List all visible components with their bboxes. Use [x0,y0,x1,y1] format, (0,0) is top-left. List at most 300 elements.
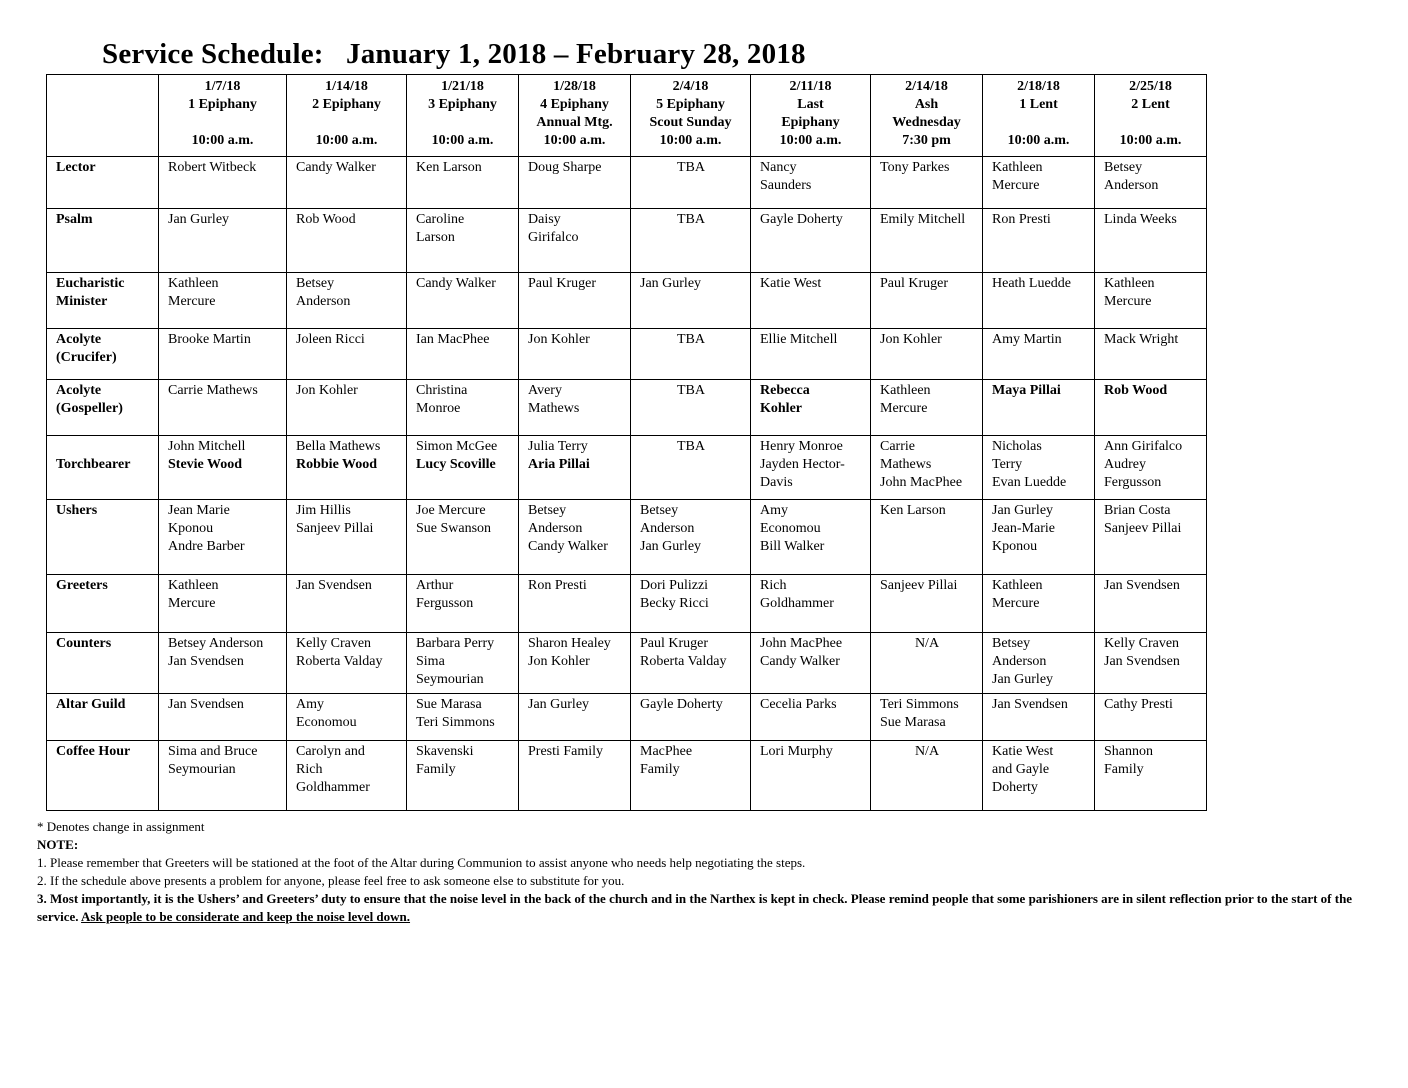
role-label [47,157,159,209]
assignment-cell [871,209,983,273]
column-time: 10:00 a.m. [543,133,606,148]
assignment-cell [519,157,631,209]
assignment-cell [1095,380,1207,436]
assignee-name: Larson [416,230,455,245]
notes-section [37,818,1377,926]
assignee-name: Mercure [1104,294,1152,309]
assignment-cell [287,380,407,436]
schedule-row [47,633,1207,694]
assignment-cell [159,694,287,741]
assignee-name: TBA [677,383,705,398]
column-date: 1/14/18 [325,79,368,94]
column-name: 4 Epiphany [540,97,609,112]
assignee-name: Family [416,762,456,777]
assignee-name: Amy Martin [992,332,1062,347]
assignee-name: Anderson [296,294,351,309]
column-name: Last [797,97,824,112]
assignee-name: Davis [760,475,793,490]
column-sub: Scout Sunday [649,115,732,130]
assignee-name: John MacPhee [760,636,843,651]
assignment-cell [287,329,407,380]
assignee-name: Anderson [640,521,695,536]
assignment-cell [159,157,287,209]
assignee-name: Jan Svendsen [1104,578,1180,593]
column-sub: Wednesday [892,115,961,130]
assignee-name: Mathews [528,401,580,416]
assignee-name: Carolyn and [296,744,365,759]
role-line: Lector [56,160,96,175]
assignee-name: Avery [528,383,562,398]
assignee-name: Ron Presti [992,212,1051,227]
assignee-name: Jan Svendsen [992,697,1068,712]
assignee-name: and Gayle [992,762,1050,777]
assignment-cell [407,741,519,811]
assignment-cell [407,694,519,741]
assignment-cell [287,633,407,694]
column-header [1095,75,1207,157]
assignee-name: Jayden Hector- [760,457,845,472]
assignment-cell [287,436,407,500]
column-sub [291,114,402,132]
assignment-cell [407,273,519,329]
assignee-name: Cecelia Parks [760,697,837,712]
assignment-cell [871,273,983,329]
assignee-name: Roberta Valday [296,654,383,669]
assignment-cell [983,329,1095,380]
change-legend: * Denotes change in assignment [37,819,205,834]
assignment-cell [287,575,407,633]
column-date: 1/7/18 [204,79,241,94]
assignee-name: Heath Luedde [992,276,1071,291]
assignee-name: Sue Marasa [416,697,482,712]
assignee-name: Sanjeev Pillai [880,578,958,593]
assignee-name: TBA [677,160,705,175]
note-3-text: 3. Most importantly, it is the Ushers’ and Greeters’ duty to ensure that the noise level in the back of the church and in the Narthex is kept in check. Please remind people that some parishioners are in silent reflection prior to the start of the service. [37,891,1353,924]
assignment-cell [159,380,287,436]
assignment-cell [159,436,287,500]
assignment-cell [983,157,1095,209]
assignment-cell [631,157,751,209]
assignment-cell [1095,694,1207,741]
assignment-cell [871,575,983,633]
assignment-cell [983,500,1095,575]
assignment-cell [751,380,871,436]
assignee-name: Bella Mathews [296,439,381,454]
assignee-name: Betsey Anderson [168,636,264,651]
assignee-name: Mack Wright [1104,332,1179,347]
schedule-row [47,575,1207,633]
assignee-name: TBA [677,439,705,454]
assignee-name: Kathleen [1104,276,1155,291]
assignee-name: Jan Gurley [528,697,590,712]
assignee-name: Becky Ricci [640,596,709,611]
assignee-name: N/A [914,636,940,651]
note-2: 2. If the schedule above presents a problem for anyone, please feel free to ask someone else to substitute for you. [37,873,625,888]
assignee-name: Ken Larson [880,503,946,518]
column-time: 10:00 a.m. [315,133,378,148]
assignee-name: Jan Gurley [640,276,702,291]
column-name: 2 Epiphany [312,97,381,112]
column-header [871,75,983,157]
assignee-name: Jan Svendsen [168,697,244,712]
assignment-cell [631,436,751,500]
assignment-cell [983,741,1095,811]
assignee-name: Fergusson [1104,475,1162,490]
role-label [47,500,159,575]
assignment-cell [159,575,287,633]
assignment-cell [519,500,631,575]
assignment-cell [751,273,871,329]
assignee-name: Gayle Doherty [760,212,843,227]
assignment-cell [631,694,751,741]
note-3-underlined: Ask people to be considerate and keep the noise level down. [81,909,411,924]
assignee-name: Emily Mitchell [880,212,966,227]
assignee-name: Aria Pillai [528,457,590,472]
role-label [47,633,159,694]
assignee-name: Kathleen [880,383,931,398]
role-line [56,438,150,456]
assignment-cell [407,633,519,694]
assignee-name: Maya Pillai [992,383,1061,398]
assignment-cell [519,694,631,741]
schedule-row [47,380,1207,436]
assignee-name: Jon Kohler [880,332,942,347]
assignee-name: Caroline [416,212,465,227]
assignee-name: Jan Svendsen [1104,654,1180,669]
assignee-name: Jan Gurley [992,672,1054,687]
assignee-name: Andre Barber [168,539,245,554]
assignee-name: Monroe [416,401,461,416]
assignee-name: Rich [296,762,323,777]
assignee-name: Sue Marasa [880,715,946,730]
assignee-name: Jan Gurley [640,539,702,554]
role-label [47,273,159,329]
column-time: 10:00 a.m. [431,133,494,148]
assignee-name: Nicholas [992,439,1042,454]
assignee-name: Robert Witbeck [168,160,257,175]
assignee-name: Presti Family [528,744,604,759]
assignment-cell [631,633,751,694]
assignee-name: Betsey [992,636,1031,651]
assignee-name: Sue Swanson [416,521,492,536]
assignee-name: Rich [760,578,787,593]
assignment-cell [631,329,751,380]
role-line: Torchbearer [56,457,131,472]
assignee-name: Mercure [992,178,1040,193]
assignee-name: Jon Kohler [528,654,590,669]
assignee-name: Julia Terry [528,439,588,454]
assignee-name: Jan Svendsen [168,654,244,669]
schedule-row [47,209,1207,273]
assignment-cell [871,329,983,380]
assignment-cell [631,273,751,329]
column-date: 2/14/18 [905,79,948,94]
assignment-cell [1095,157,1207,209]
assignment-cell [287,500,407,575]
role-label [47,575,159,633]
assignee-name: Family [640,762,680,777]
assignee-name: Simon McGee [416,439,498,454]
assignee-name: Kathleen [992,160,1043,175]
column-header [287,75,407,157]
assignment-cell [159,329,287,380]
assignment-cell [1095,436,1207,500]
role-line: Acolyte [56,383,102,398]
assignment-cell [751,436,871,500]
role-label [47,209,159,273]
column-sub [411,114,514,132]
assignee-name: Sharon Healey [528,636,611,651]
assignee-name: Candy Walker [528,539,608,554]
assignee-name: Carrie Mathews [168,383,258,398]
assignee-name: Mercure [168,294,216,309]
assignee-name: Paul Kruger [640,636,709,651]
schedule-row [47,329,1207,380]
role-line: Eucharistic [56,276,125,291]
assignee-name: John Mitchell [168,439,246,454]
header-row [47,75,1207,157]
assignee-name: Goldhammer [760,596,834,611]
assignee-name: Kathleen [992,578,1043,593]
assignment-cell [519,741,631,811]
assignment-cell [1095,741,1207,811]
assignment-cell [871,694,983,741]
column-date: 1/28/18 [553,79,596,94]
assignee-name: Robbie Wood [296,457,378,472]
assignee-name: Goldhammer [296,780,370,795]
column-date: 2/18/18 [1017,79,1060,94]
assignee-name: Kathleen [168,276,219,291]
assignment-cell [287,741,407,811]
assignee-name: Brooke Martin [168,332,251,347]
assignee-name: Tony Parkes [880,160,950,175]
assignment-cell [631,380,751,436]
corner-cell [47,75,159,157]
assignee-name: Candy Walker [296,160,376,175]
assignment-cell [751,575,871,633]
assignee-name: Economou [760,521,821,536]
column-time: 10:00 a.m. [1119,133,1182,148]
assignee-name: Roberta Valday [640,654,727,669]
assignee-name: Evan Luedde [992,475,1067,490]
assignment-cell [751,633,871,694]
assignee-name: Jon Kohler [296,383,358,398]
assignee-name: Sanjeev Pillai [296,521,374,536]
notes-heading: NOTE: [37,837,79,852]
assignee-name: Nancy [760,160,797,175]
assignee-name: Sima and Bruce [168,744,258,759]
assignee-name: Jim Hillis [296,503,351,518]
assignment-cell [631,575,751,633]
assignee-name: Doherty [992,780,1038,795]
assignee-name: Anderson [528,521,583,536]
assignee-name: Mercure [880,401,928,416]
assignee-name: Joe Mercure [416,503,486,518]
column-sub: Annual Mtg. [536,115,613,130]
schedule-row [47,694,1207,741]
assignment-cell [983,380,1095,436]
assignee-name: Ian MacPhee [416,332,490,347]
column-name: 3 Epiphany [428,97,497,112]
assignee-name: Doug Sharpe [528,160,602,175]
assignee-name: Ann Girifalco [1104,439,1183,454]
schedule-row [47,741,1207,811]
assignee-name: Anderson [992,654,1047,669]
column-header [407,75,519,157]
assignee-name: Joleen Ricci [296,332,365,347]
assignment-cell [1095,500,1207,575]
column-header [159,75,287,157]
assignee-name: Fergusson [416,596,474,611]
assignee-name: Audrey [1104,457,1146,472]
assignee-name: Kathleen [168,578,219,593]
assignee-name: Family [1104,762,1144,777]
assignee-name: Candy Walker [760,654,840,669]
column-time: 10:00 a.m. [779,133,842,148]
column-name: 5 Epiphany [656,97,725,112]
assignment-cell [407,329,519,380]
column-sub [1099,114,1202,132]
assignee-name: Amy [296,697,324,712]
assignment-cell [631,500,751,575]
assignee-name: Christina [416,383,468,398]
assignee-name: Anderson [1104,178,1159,193]
column-header [631,75,751,157]
role-label [47,329,159,380]
assignee-name: Sima [416,654,445,669]
assignee-name: Seymourian [416,672,484,687]
assignee-name: Cathy Presti [1104,697,1173,712]
column-sub [163,114,282,132]
assignee-name: Stevie Wood [168,457,243,472]
assignment-cell [159,633,287,694]
role-label [47,380,159,436]
role-line: (Crucifer) [56,350,117,365]
column-sub [987,114,1090,132]
assignment-cell [287,273,407,329]
schedule-row [47,500,1207,575]
assignee-name: Betsey [296,276,335,291]
assignee-name: TBA [677,332,705,347]
assignment-cell [631,209,751,273]
assignment-cell [159,273,287,329]
column-date: 2/25/18 [1129,79,1172,94]
assignee-name: Jean Marie [168,503,230,518]
assignee-name: Jan Gurley [168,212,230,227]
role-line: (Gospeller) [56,401,123,416]
assignee-name: Brian Costa [1104,503,1171,518]
assignment-cell [1095,329,1207,380]
assignment-cell [519,575,631,633]
assignee-name: Rebecca [760,383,810,398]
page-title: Service Schedule: January 1, 2018 – February 28, 2018 [102,38,806,70]
schedule-row [47,436,1207,500]
assignment-cell [407,500,519,575]
assignee-name: Kponou [168,521,214,536]
assignee-name: Jon Kohler [528,332,590,347]
assignee-name: Mercure [168,596,216,611]
role-line: Altar Guild [56,697,126,712]
assignee-name: Terry [992,457,1023,472]
role-line: Acolyte [56,332,102,347]
column-name: Ash [914,97,939,112]
assignment-cell [751,209,871,273]
column-name: 2 Lent [1131,97,1170,112]
assignment-cell [871,741,983,811]
assignee-name: Paul Kruger [528,276,597,291]
assignment-cell [751,500,871,575]
service-schedule-table [46,74,1207,811]
assignment-cell [983,436,1095,500]
column-date: 1/21/18 [441,79,484,94]
assignee-name: Jean-Marie [992,521,1055,536]
assignee-name: Amy [760,503,788,518]
assignment-cell [159,209,287,273]
assignee-name: Linda Weeks [1104,212,1177,227]
assignee-name: Shannon [1104,744,1153,759]
assignment-cell [871,436,983,500]
assignee-name: Rob Wood [1104,383,1168,398]
assignment-cell [519,209,631,273]
assignment-cell [407,436,519,500]
assignee-name: Rob Wood [296,212,356,227]
assignee-name: MacPhee [640,744,693,759]
assignee-name: Mercure [992,596,1040,611]
assignment-cell [287,209,407,273]
assignee-name: Kponou [992,539,1038,554]
column-date: 2/4/18 [672,79,709,94]
assignment-cell [751,329,871,380]
assignee-name: Betsey [528,503,567,518]
assignee-name: Lucy Scoville [416,457,496,472]
assignee-name: Bill Walker [760,539,825,554]
column-time: 10:00 a.m. [659,133,722,148]
assignment-cell [159,741,287,811]
assignment-cell [983,633,1095,694]
assignment-cell [407,157,519,209]
schedule-row [47,157,1207,209]
column-header [983,75,1095,157]
assignee-name: Daisy [528,212,561,227]
assignee-name: Kohler [760,401,802,416]
assignee-name: Lori Murphy [760,744,833,759]
assignment-cell [751,741,871,811]
assignee-name: Paul Kruger [880,276,949,291]
assignee-name: Jan Svendsen [296,578,372,593]
role-label [47,694,159,741]
assignment-cell [519,380,631,436]
role-line: Counters [56,636,112,651]
assignment-cell [751,157,871,209]
assignment-cell [871,500,983,575]
column-name: 1 Epiphany [188,97,257,112]
assignee-name: Katie West [992,744,1054,759]
column-header [519,75,631,157]
role-line: Minister [56,294,108,309]
role-line: Ushers [56,503,98,518]
column-header [751,75,871,157]
assignee-name: Seymourian [168,762,236,777]
assignee-name: Teri Simmons [880,697,959,712]
assignment-cell [983,209,1095,273]
assignment-cell [287,694,407,741]
assignee-name: N/A [914,744,940,759]
assignment-cell [751,694,871,741]
column-time: 10:00 a.m. [1007,133,1070,148]
assignment-cell [871,157,983,209]
assignee-name: Teri Simmons [416,715,495,730]
assignment-cell [407,575,519,633]
